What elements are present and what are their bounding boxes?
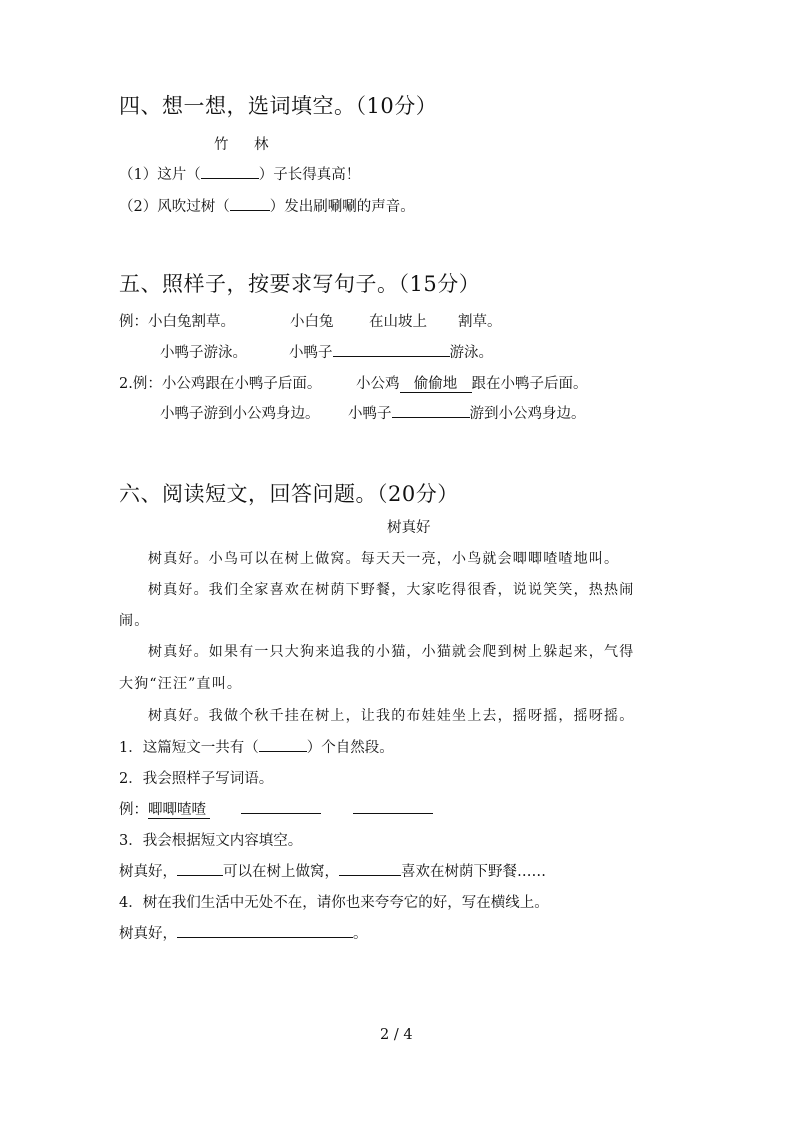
s5-example-1-part-3: 割草。 bbox=[458, 314, 502, 330]
s5-example-1-part-2: 在山坡上 bbox=[369, 314, 427, 330]
s6-q3-part-a: 树真好， bbox=[119, 864, 177, 880]
s6-q3-blank-2[interactable] bbox=[339, 861, 401, 876]
s5-example-2-label: 2.例：小公鸡跟在小鸭子后面。 bbox=[119, 376, 322, 392]
s5-q2-answer-line bbox=[348, 402, 586, 423]
s5-example-2-answer bbox=[356, 372, 588, 393]
s5-q2-prefix: 小鸭子 bbox=[348, 406, 392, 422]
s5-q2-blank[interactable] bbox=[392, 403, 470, 418]
s6-q2-example-label: 例： bbox=[119, 802, 148, 818]
s6-q4-blank[interactable] bbox=[177, 923, 353, 938]
s4-q2-prefix: （2）风吹过树（ bbox=[119, 199, 230, 215]
s6-question-4: 4．树在我们生活中无处不在，请你也来夸夸它的好，写在横线上。 bbox=[119, 895, 549, 911]
word-option-1: 竹 bbox=[214, 137, 229, 153]
s5-q2-sentence: 小鸭子游到小公鸡身边。 bbox=[160, 406, 320, 422]
s6-q2-blank-1[interactable] bbox=[241, 799, 321, 814]
s5-example-1-part-1: 小白兔 bbox=[290, 314, 334, 330]
s4-q2-suffix: ）发出刷唰唰的声音。 bbox=[269, 199, 415, 215]
s5-ex2-suffix: 跟在小鸭子后面。 bbox=[471, 376, 588, 392]
s6-question-1 bbox=[119, 736, 394, 757]
s6-question-3: 3．我会根据短文内容填空。 bbox=[119, 833, 303, 849]
passage-title: 树真好 bbox=[387, 520, 431, 536]
s4-q2-blank[interactable] bbox=[230, 196, 270, 211]
passage-paragraph-3-line-2: 大狗“汪汪”直叫。 bbox=[119, 676, 243, 692]
s4-question-2 bbox=[119, 195, 415, 216]
s5-example-1-label: 例：小白兔割草。 bbox=[119, 314, 235, 330]
s6-q3-part-c: 喜欢在树荫下野餐…… bbox=[401, 864, 546, 880]
passage-paragraph-3-line-1: 树真好。如果有一只大狗来追我的小猫，小猫就会爬到树上躲起来，气得 bbox=[148, 644, 635, 660]
s4-q1-suffix: ）子长得真高！ bbox=[258, 167, 361, 183]
s4-question-1 bbox=[119, 163, 360, 184]
passage-paragraph-2-line-2: 闹。 bbox=[119, 613, 150, 629]
section-4-heading: 四、想一想，选词填空。（10分） bbox=[119, 94, 438, 118]
s4-q1-prefix: （1）这片（ bbox=[119, 167, 201, 183]
s5-ex2-prefix: 小公鸡 bbox=[356, 376, 400, 392]
s5-q1-prefix: 小鸭子 bbox=[289, 345, 333, 361]
s6-q2-blank-2[interactable] bbox=[353, 799, 433, 814]
s5-ex2-filled-word: 偷偷地 bbox=[400, 376, 472, 393]
s5-q1-blank[interactable] bbox=[333, 342, 450, 357]
s4-q1-blank[interactable] bbox=[201, 164, 259, 179]
s6-q1-prefix: 1．这篇短文一共有（ bbox=[119, 740, 259, 756]
s5-q1-suffix: 游泳。 bbox=[449, 345, 493, 361]
s6-q4-prefix: 树真好， bbox=[119, 926, 177, 942]
s5-q2-suffix: 游到小公鸡身边。 bbox=[469, 406, 586, 422]
passage-paragraph-4: 树真好。我做个秋千挂在树上，让我的布娃娃坐上去，摇呀摇，摇呀摇。 bbox=[148, 708, 635, 724]
section-5-heading: 五、照样子，按要求写句子。（15分） bbox=[119, 272, 481, 296]
s6-q4-answer-line bbox=[119, 922, 368, 943]
page-number: 2 / 4 bbox=[380, 1027, 413, 1043]
word-option-2: 林 bbox=[254, 137, 269, 153]
s6-q3-part-b: 可以在树上做窝， bbox=[223, 864, 339, 880]
s6-q2-example-word: 唧唧喳喳 bbox=[148, 802, 210, 819]
s6-q1-suffix: ）个自然段。 bbox=[306, 740, 394, 756]
passage-paragraph-2-line-1: 树真好。我们全家喜欢在树荫下野餐，大家吃得很香，说说笑笑，热热闹 bbox=[148, 582, 635, 598]
s6-q1-blank[interactable] bbox=[259, 737, 307, 752]
s5-q1-sentence: 小鸭子游泳。 bbox=[160, 345, 247, 361]
s6-q3-blank-1[interactable] bbox=[177, 861, 223, 876]
s6-q3-answer-line bbox=[119, 860, 546, 881]
s6-question-2: 2．我会照样子写词语。 bbox=[119, 771, 274, 787]
s6-q4-suffix: 。 bbox=[353, 926, 368, 942]
s6-q2-example-row bbox=[119, 798, 210, 819]
s5-q1-answer-line bbox=[289, 341, 493, 362]
section-6-heading: 六、阅读短文，回答问题。（20分） bbox=[119, 482, 459, 506]
passage-paragraph-1: 树真好。小鸟可以在树上做窝。每天天一亮，小鸟就会唧唧喳喳地叫。 bbox=[148, 551, 620, 567]
